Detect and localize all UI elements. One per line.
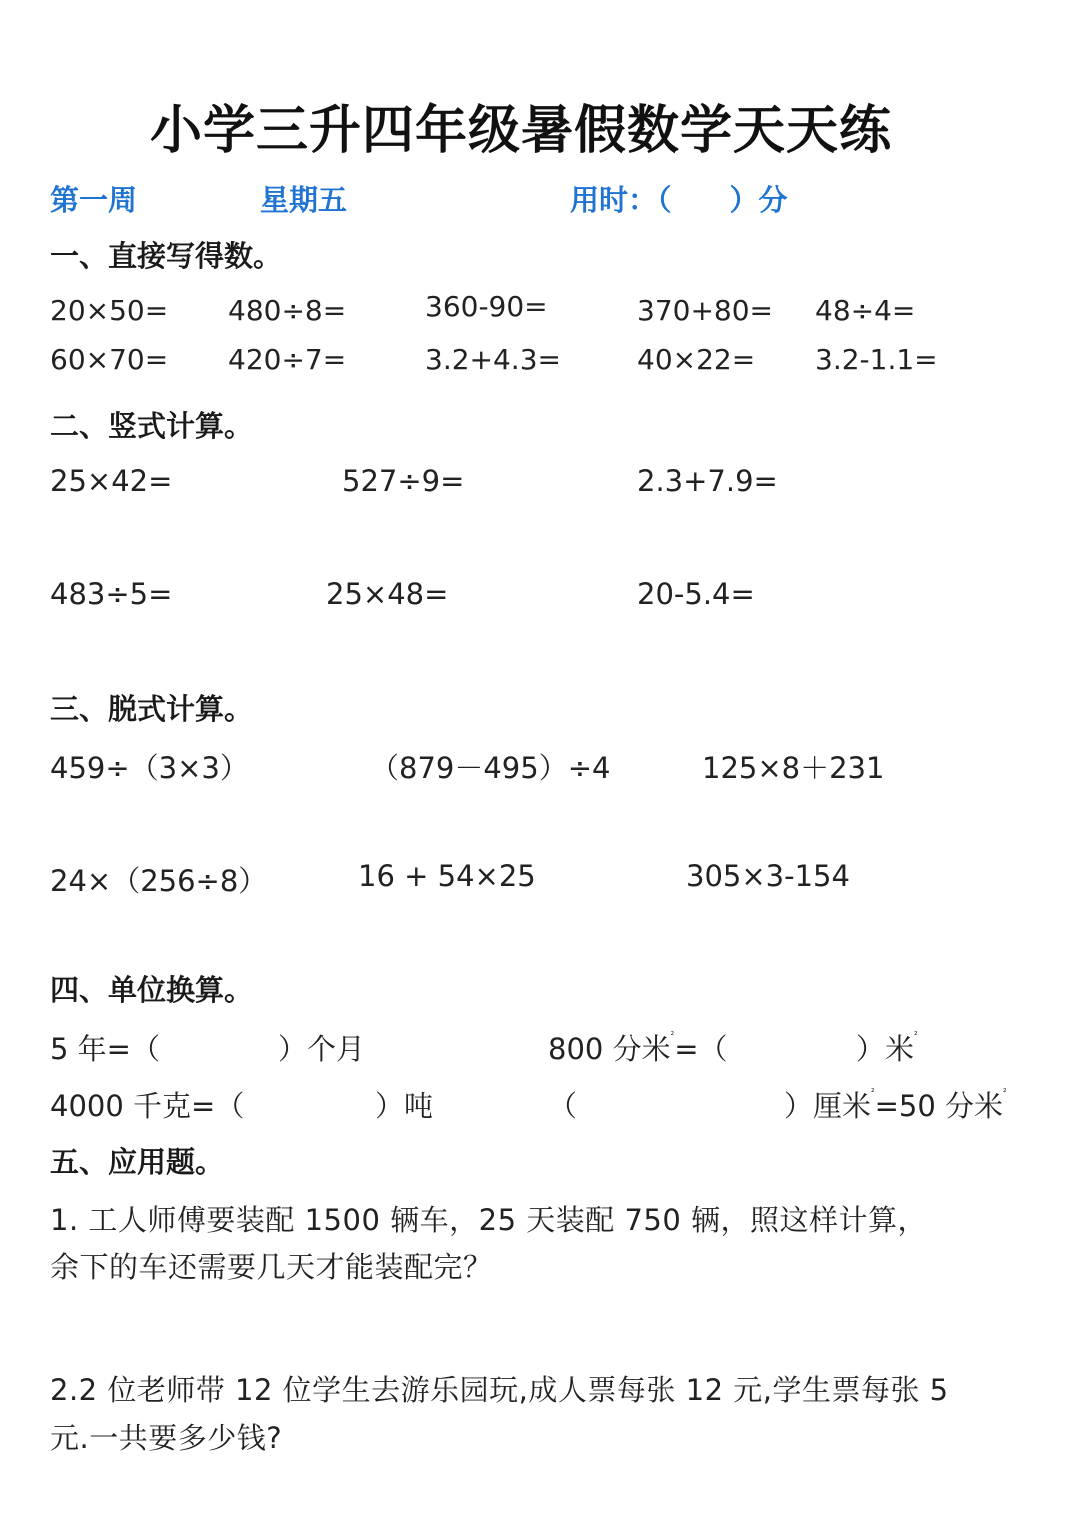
- exercise-item: 16 + 54×25: [358, 859, 536, 893]
- conversion-area-mid: =（: [674, 1032, 728, 1066]
- exercise-item: 48÷4=: [815, 294, 916, 327]
- conversion-cm-unit: ）厘米: [784, 1089, 872, 1123]
- worksheet-title: 小学三升四年级暑假数学天天练: [150, 101, 893, 161]
- exercise-item: 3.2+4.3=: [425, 343, 561, 376]
- day-label: 星期五: [260, 183, 348, 217]
- exercise-item: 370+80=: [637, 294, 773, 327]
- conversion-mass-left: 4000 千克=（: [50, 1089, 245, 1123]
- conversion-cm-value: =50 分米: [874, 1089, 1004, 1123]
- section-heading: 五、应用题。: [50, 1145, 225, 1179]
- conversion-years-left: 5 年=（: [50, 1032, 160, 1066]
- section-heading: 一、直接写得数。: [50, 239, 283, 273]
- exercise-item: 25×48=: [326, 577, 449, 611]
- conversion-years-right: ）个月: [278, 1032, 366, 1066]
- exercise-item: 2.3+7.9=: [637, 464, 778, 498]
- exercise-item: 20-5.4=: [637, 577, 755, 611]
- exercise-item: 360-90=: [425, 290, 548, 323]
- exercise-item: 480÷8=: [228, 294, 347, 327]
- problem-2-line-2: 元.一共要多少钱?: [50, 1421, 283, 1455]
- time-label: 用时：（ ）分: [570, 183, 788, 217]
- exercise-item: 459÷（3×3）: [50, 751, 249, 785]
- section-heading: 二、竖式计算。: [50, 409, 254, 443]
- exercise-item: 40×22=: [637, 343, 756, 376]
- exercise-item: 527÷9=: [342, 464, 465, 498]
- conversion-area-unit: ）米: [856, 1032, 915, 1066]
- exercise-item: 483÷5=: [50, 577, 173, 611]
- conversion-cm-left: （: [548, 1089, 578, 1123]
- exercise-item: 25×42=: [50, 464, 173, 498]
- problem-1-line-2: 余下的车还需要几天才能装配完？: [50, 1250, 493, 1284]
- exercise-item: 3.2-1.1=: [815, 343, 938, 376]
- problem-2-line-1: 2.2 位老师带 12 位学生去游乐园玩,成人票每张 12 元,学生票每张 5: [50, 1373, 949, 1407]
- exercise-item: （879－495）÷4: [370, 751, 611, 785]
- squared-mark: ²: [871, 1088, 875, 1098]
- problem-1-line-1: 1. 工人师傅要装配 1500 辆车，25 天装配 750 辆，照这样计算，: [50, 1203, 928, 1237]
- squared-mark: ²: [1003, 1088, 1007, 1098]
- exercise-item: 24×（256÷8）: [50, 864, 268, 898]
- squared-mark: ²: [914, 1031, 918, 1041]
- conversion-area-left: [548, 1027, 728, 1068]
- week-label: 第一周: [50, 183, 138, 217]
- exercise-item: 60×70=: [50, 343, 169, 376]
- conversion-area-right: [856, 1027, 918, 1068]
- section-heading: 四、单位换算。: [50, 973, 254, 1007]
- exercise-item: 20×50=: [50, 294, 169, 327]
- conversion-cm-right: [784, 1084, 1007, 1125]
- exercise-item: 125×8＋231: [702, 751, 885, 785]
- conversion-mass-right: ）吨: [375, 1089, 434, 1123]
- exercise-item: 420÷7=: [228, 343, 347, 376]
- exercise-item: 305×3-154: [686, 859, 850, 893]
- section-heading: 三、脱式计算。: [50, 692, 254, 726]
- squared-mark: ²: [670, 1031, 675, 1041]
- conversion-area-value: 800 分米: [548, 1032, 671, 1066]
